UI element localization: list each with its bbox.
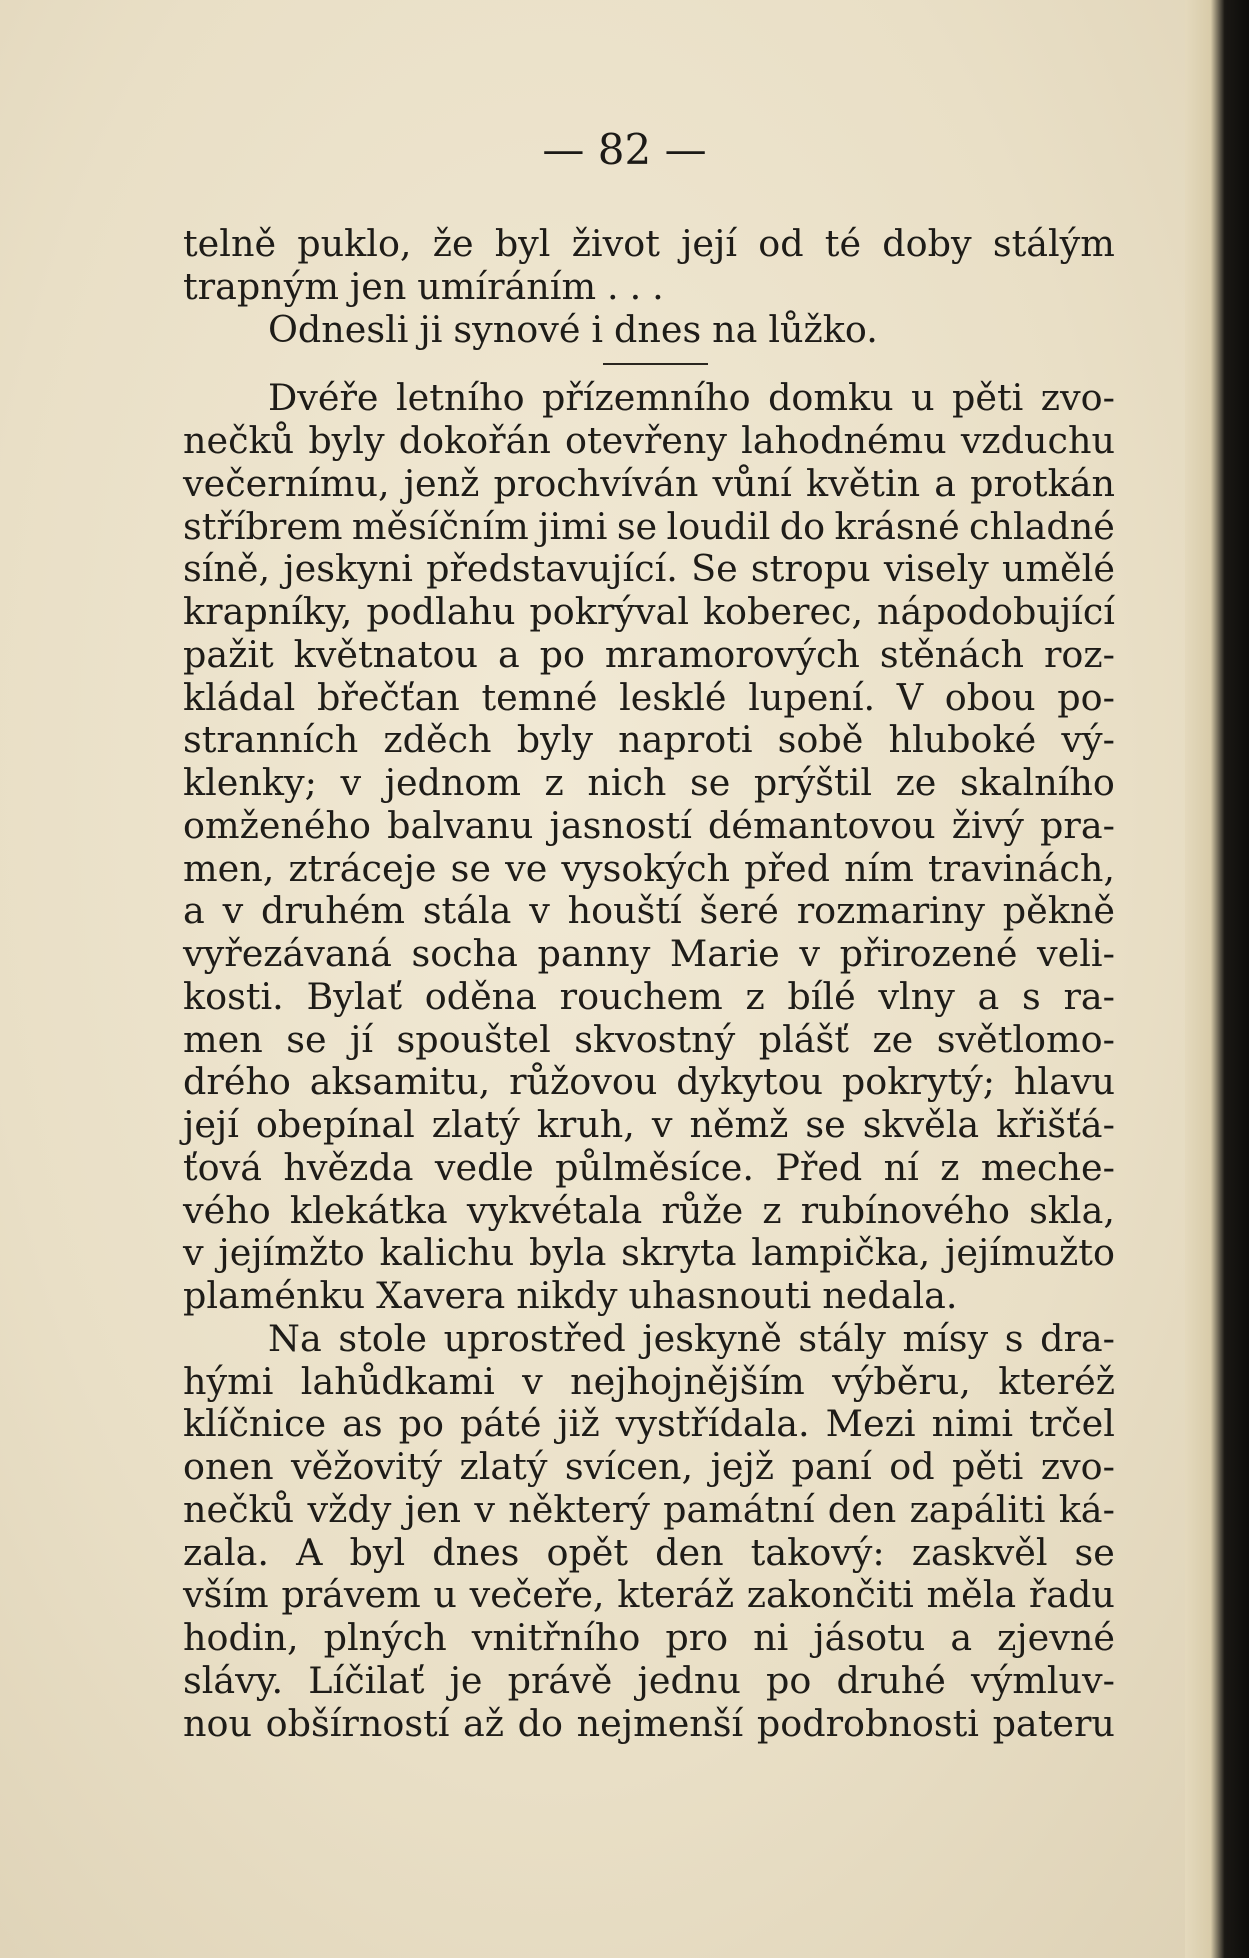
text-line: síně, jeskyni představující. Se stropu visely umělé — [183, 547, 1115, 591]
text-line: Dvéře letního přízemního domku u pěti zvo- — [268, 376, 1115, 420]
page-edge-shadow — [1185, 0, 1249, 1958]
paragraph-group-2 — [183, 377, 1115, 1745]
text-line: kládal břečťan temné lesklé lupení. V obou po- — [183, 675, 1115, 719]
text-line: omženého balvanu jasností démantovou živý pra- — [183, 803, 1115, 847]
text-line: nečků vždy jen v některý památní den zapáliti ká- — [183, 1487, 1115, 1531]
text-line: plaménku Xavera nikdy uhasnouti nedala. — [183, 1274, 958, 1317]
text-line: klíčnice as po páté již vystřídala. Mezi nimi trčel — [183, 1402, 1115, 1446]
text-line: onen věžovitý zlatý svícen, jejž paní od pěti zvo- — [183, 1445, 1115, 1488]
text-line: drého aksamitu, růžovou dykytou pokrytý; hlavu — [183, 1060, 1115, 1104]
text-line: ťová hvězda vedle půlměsíce. Před ní z meche- — [183, 1145, 1115, 1189]
text-line: stříbrem měsíčním jimi se loudil do krásné chladné — [183, 504, 1115, 548]
text-line: vším právem u večeře, kteráž zakončiti měla řadu — [183, 1573, 1115, 1617]
text-line: nečků byly dokořán otevřeny lahodnému vzduchu — [183, 419, 1115, 462]
text-line: v jejímžto kalichu byla skryta lampička, jejímužto — [183, 1231, 1115, 1275]
text-line: men, ztráceje se ve vysokých před ním travinách, — [183, 846, 1115, 890]
text-line: vyřezávaná socha panny Marie v přirozené veli- — [183, 932, 1115, 975]
text-line: telně puklo, že byl život její od té doby stálým — [183, 222, 1115, 265]
text-line: trapným jen umíráním . . . — [183, 264, 664, 308]
text-line: stranních zděch byly naproti sobě hluboké vý- — [183, 718, 1115, 762]
body-text — [183, 223, 1115, 1745]
text-line: hými lahůdkami v nejhojnějším výběru, kteréž — [183, 1359, 1115, 1403]
section-divider — [603, 363, 708, 365]
text-line: klenky; v jednom z nich se prýštil ze skalního — [183, 761, 1115, 804]
text-line: pažit květnatou a po mramorových stěnách roz- — [183, 632, 1115, 676]
page-number: — 82 — — [542, 125, 707, 174]
text-line: nou obšírností až do nejmenší podrobnosti pateru — [183, 1701, 1115, 1745]
text-line: hodin, plných vnitřního pro ni jásotu a zjevné — [183, 1616, 1115, 1659]
text-line: Na stole uprostřed jeskyně stály mísy s dra- — [268, 1316, 1115, 1360]
text-line: Odnesli ji synové i dnes na lůžko. — [268, 307, 878, 351]
text-line: její obepínal zlatý kruh, v němž se skvěla křišťá- — [183, 1103, 1115, 1146]
text-line: men se jí spouštel skvostný plášť ze světlomo- — [183, 1017, 1115, 1061]
text-line: a v druhém stála v houští šeré rozmariny pěkně — [183, 889, 1115, 933]
text-line: slávy. Líčilať je právě jednu po druhé výmluv- — [183, 1658, 1115, 1702]
text-line: zala. A byl dnes opět den takový: zaskvěl se — [183, 1530, 1115, 1574]
text-line: večernímu, jenž prochvíván vůní květin a protkán — [183, 461, 1115, 505]
paragraph-group-1 — [183, 223, 1115, 351]
text-line: kosti. Bylať oděna rouchem z bílé vlny a s ra- — [183, 974, 1115, 1018]
text-line: krapníky, podlahu pokrýval koberec, nápodobující — [183, 590, 1115, 633]
text-line: vého klekátka vykvétala růže z rubínového skla, — [183, 1188, 1115, 1232]
